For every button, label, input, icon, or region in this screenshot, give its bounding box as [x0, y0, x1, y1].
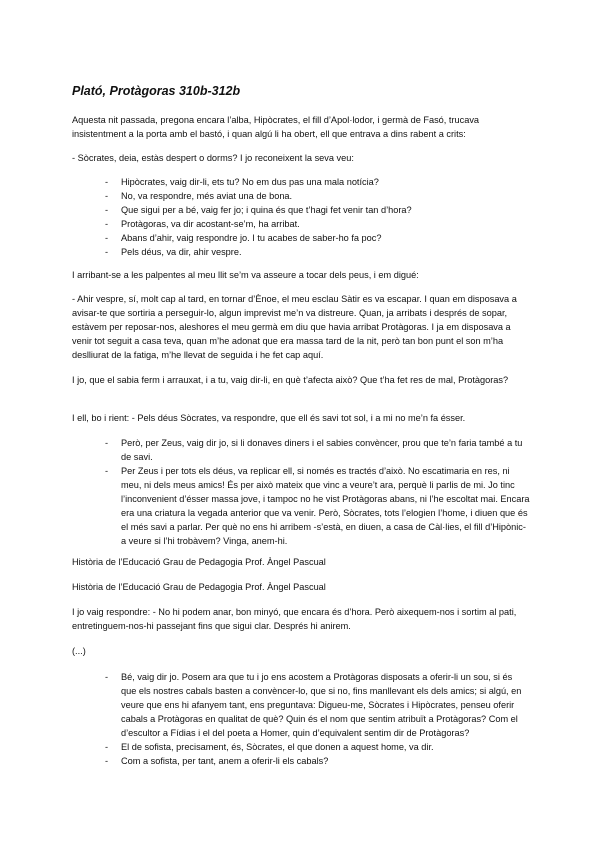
dash-bullet: -: [105, 177, 109, 187]
list-item: - Bé, vaig dir jo. Posem ara que tu i jo ens acostem a Protàgoras disposats a oferir-li un sou, si és que els nostres cabals basten a convèncer-lo, que si no, fins manllevant els dels amics; si algú, en veure que ens hi afanyem tant, ens preguntava: Digueu-me, Sòcrates i Hipòcrates, penseu oferir cabals a Protàgoras en qualitat de què? Quin és el nom que sentim atribuït a Protàgoras? Com el d’escultor a Fídias i el del poeta a Homer, quin d’equivalent sentim dir de Protàgoras?: [105, 672, 522, 738]
ellipsis-marker: (...): [72, 646, 86, 656]
dialogue-list-1: [105, 175, 530, 259]
list-item: - Per Zeus i per tots els déus, va replicar ell, si només es tractés d’això. No escatimaria en res, ni meu, ni dels meus amics! És per això mateix que vinc a veure’t ara, perquè li parlis de mi. Jo tinc l’inconvenient d’ésser massa jove, i tampoc no he vist Protàgoras abans, ni l’he escoltat mai. Encara era una criatura la vegada anterior que va venir. Però, Sòcrates, tots l’elogien l’home, i diuen que és el més savi a parlar. Per què no ens hi arribem -s’està, en diuen, a casa de Càl·lies, el fill d’Hipònic- a veure si l’hi trobàvem? Vinga, anem-hi.: [105, 466, 530, 546]
list-item: - Pels déus, va dir, ahir vespre.: [105, 247, 242, 257]
paragraph-intro: Aquesta nit passada, pregona encara l’alba, Hipòcrates, el fill d’Apol·lodor, i germà de Fasó, trucava insistentment a la porta amb el bastó, i quan algú li ha obert, ell que entrava a dins rabent a crits:: [72, 115, 480, 139]
paragraph-hippocrates-story: - Ahir vespre, sí, molt cap al tard, en tornar d’Ènoe, el meu esclau Sàtir es va escapar. I quan em disposava a avisar-te que sortiria a perseguir-lo, algun imprevist me’n va distreure. Quan, ja arribats i després de sopar, estàvem per reposar-nos, aleshores el meu germà em diu que havia arribat Protàgoras. I ja em disposava a venir tot seguit a casa teva, quan m’he adonat que era massa tard de la nit, però tan bon punt el son m’ha deslliurat de la fatiga, m’he llevat de seguida i he fet cap aquí.: [72, 294, 517, 360]
list-item: - Hipòcrates, vaig dir-li, ets tu? No em dus pas una mala notícia?: [105, 177, 379, 187]
list-item: - Abans d’ahir, vaig respondre jo. I tu acabes de saber-ho fa poc?: [105, 233, 382, 243]
page-footer: Història de l’Educació Grau de Pedagogia Prof. Àngel Pascual: [72, 557, 326, 567]
dash-bullet: -: [105, 742, 109, 752]
page-header: Història de l’Educació Grau de Pedagogia Prof. Àngel Pascual: [72, 582, 326, 592]
paragraph-response: I jo vaig respondre: - No hi podem anar, bon minyó, que encara és d’hora. Però aixequem-nos i sortim al pati, entretinguem-nos-hi passejant fins que sigui clar. Després hi anirem.: [72, 607, 517, 631]
dash-bullet: -: [105, 219, 109, 229]
dialogue-list-3: [105, 670, 530, 768]
list-item: - Protàgoras, va dir acostant-se’m, ha arribat.: [105, 219, 300, 229]
paragraph-laughing: I ell, bo i rient: - Pels déus Sòcrates, va respondre, que ell és savi tot sol, i a mi no me’n fa ésser.: [72, 413, 466, 423]
list-item: - El de sofista, precisament, és, Sòcrates, el que donen a aquest home, va dir.: [105, 742, 434, 752]
dash-bullet: -: [105, 466, 109, 476]
list-item: - Però, per Zeus, vaig dir jo, si li donaves diners i el sabies convèncer, prou que te’n faria també a tu de savi.: [105, 438, 523, 462]
dialogue-list-2: [105, 436, 530, 548]
paragraph-arrival: I arribant-se a les palpentes al meu llit se’m va asseure a tocar dels peus, i em digué:: [72, 270, 419, 280]
dash-bullet: -: [105, 438, 109, 448]
paragraph-socrates-reply: I jo, que el sabia ferm i arrauxat, i a tu, vaig dir-li, en què t’afecta això? Que t’ha fet res de mal, Protàgoras?: [72, 375, 509, 385]
list-item: - Que sigui per a bé, vaig fer jo; i quina és que t’hagi fet venir tan d’hora?: [105, 205, 412, 215]
dash-bullet: -: [105, 205, 109, 215]
list-item: - No, va respondre, més aviat una de bona.: [105, 191, 293, 201]
dash-bullet: -: [105, 672, 109, 682]
dash-bullet: -: [105, 191, 109, 201]
dash-bullet: -: [105, 756, 109, 766]
paragraph-socrates-question: - Sòcrates, deia, estàs despert o dorms? I jo reconeixent la seva veu:: [72, 153, 354, 163]
dash-bullet: -: [105, 233, 109, 243]
list-item: - Com a sofista, per tant, anem a oferir-li els cabals?: [105, 756, 329, 766]
document-title: Plató, Protàgoras 310b-312b: [72, 84, 241, 98]
dash-bullet: -: [105, 247, 109, 257]
